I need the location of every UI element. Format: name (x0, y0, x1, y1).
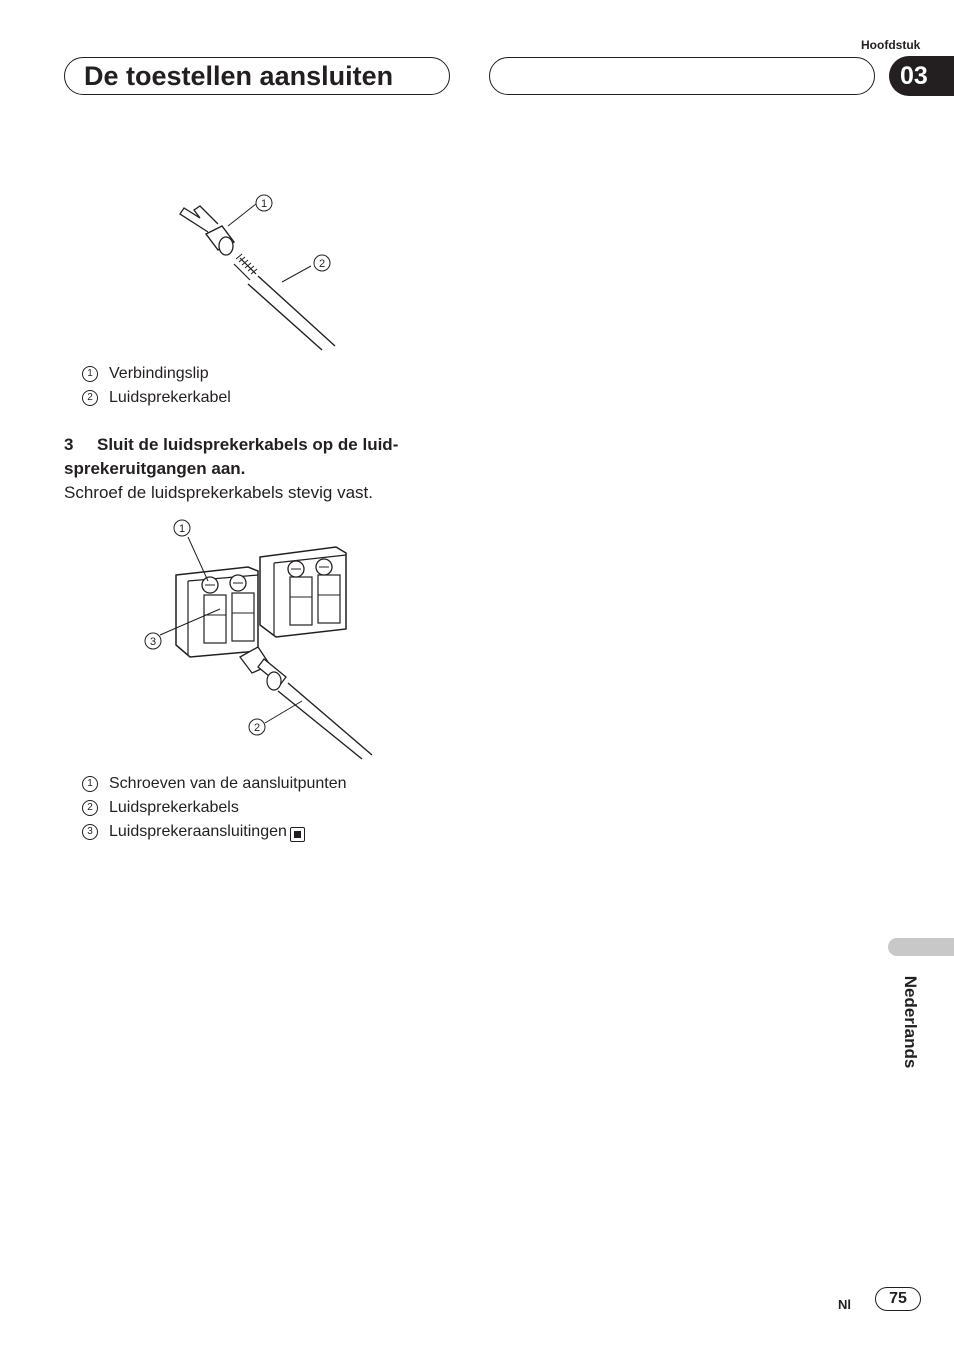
legend-item (82, 362, 231, 386)
end-of-section-icon (290, 827, 305, 842)
step-body: Schroef de luidsprekerkabels stevig vast. (64, 483, 373, 502)
legend-text: Luidsprekerkabels (109, 799, 239, 816)
callout-3 (145, 633, 161, 649)
chapter-label: Hoofdstuk (861, 38, 921, 52)
language-tab-marker (888, 938, 954, 956)
language-code: Nl (838, 1297, 851, 1312)
legend-number: 2 (82, 390, 98, 406)
page-number: 75 (875, 1287, 921, 1311)
svg-text:2: 2 (253, 722, 261, 734)
svg-text:1: 1 (260, 198, 268, 210)
lug-cable-illustration (170, 188, 350, 353)
legend-number: 2 (82, 800, 98, 816)
svg-text:2: 2 (318, 258, 326, 270)
legend-number: 1 (82, 776, 98, 792)
header-blank-frame (489, 57, 875, 95)
callout-2 (249, 719, 265, 735)
language-tab (895, 962, 925, 1082)
svg-text:3: 3 (149, 636, 157, 648)
legend-text: Luidsprekerkabel (109, 389, 231, 406)
svg-text:1: 1 (178, 523, 186, 535)
legend-item (82, 772, 347, 796)
terminal-illustration (140, 515, 380, 760)
legend-text: Schroeven van de aansluitpunten (109, 775, 347, 792)
legend-item (82, 820, 347, 844)
step-number: 3 (64, 435, 74, 454)
figure1-legend (82, 362, 231, 410)
language-label: Nederlands (901, 975, 920, 1069)
legend-text: Luidsprekeraansluitingen (109, 823, 287, 840)
legend-number: 3 (82, 824, 98, 840)
callout-2 (314, 255, 330, 271)
step-heading-text: Sluit de luidsprekerkabels op de luidsprekeruitgangen aan. (64, 435, 399, 478)
legend-number: 1 (82, 366, 98, 382)
page-title: De toestellen aansluiten (84, 61, 394, 91)
callout-1 (174, 520, 190, 536)
callout-1 (256, 195, 272, 211)
step-heading (64, 433, 444, 481)
chapter-number: 03 (900, 62, 928, 90)
legend-item (82, 796, 347, 820)
legend-item (82, 386, 231, 410)
figure2-legend (82, 772, 347, 844)
legend-text: Verbindingslip (109, 365, 209, 382)
